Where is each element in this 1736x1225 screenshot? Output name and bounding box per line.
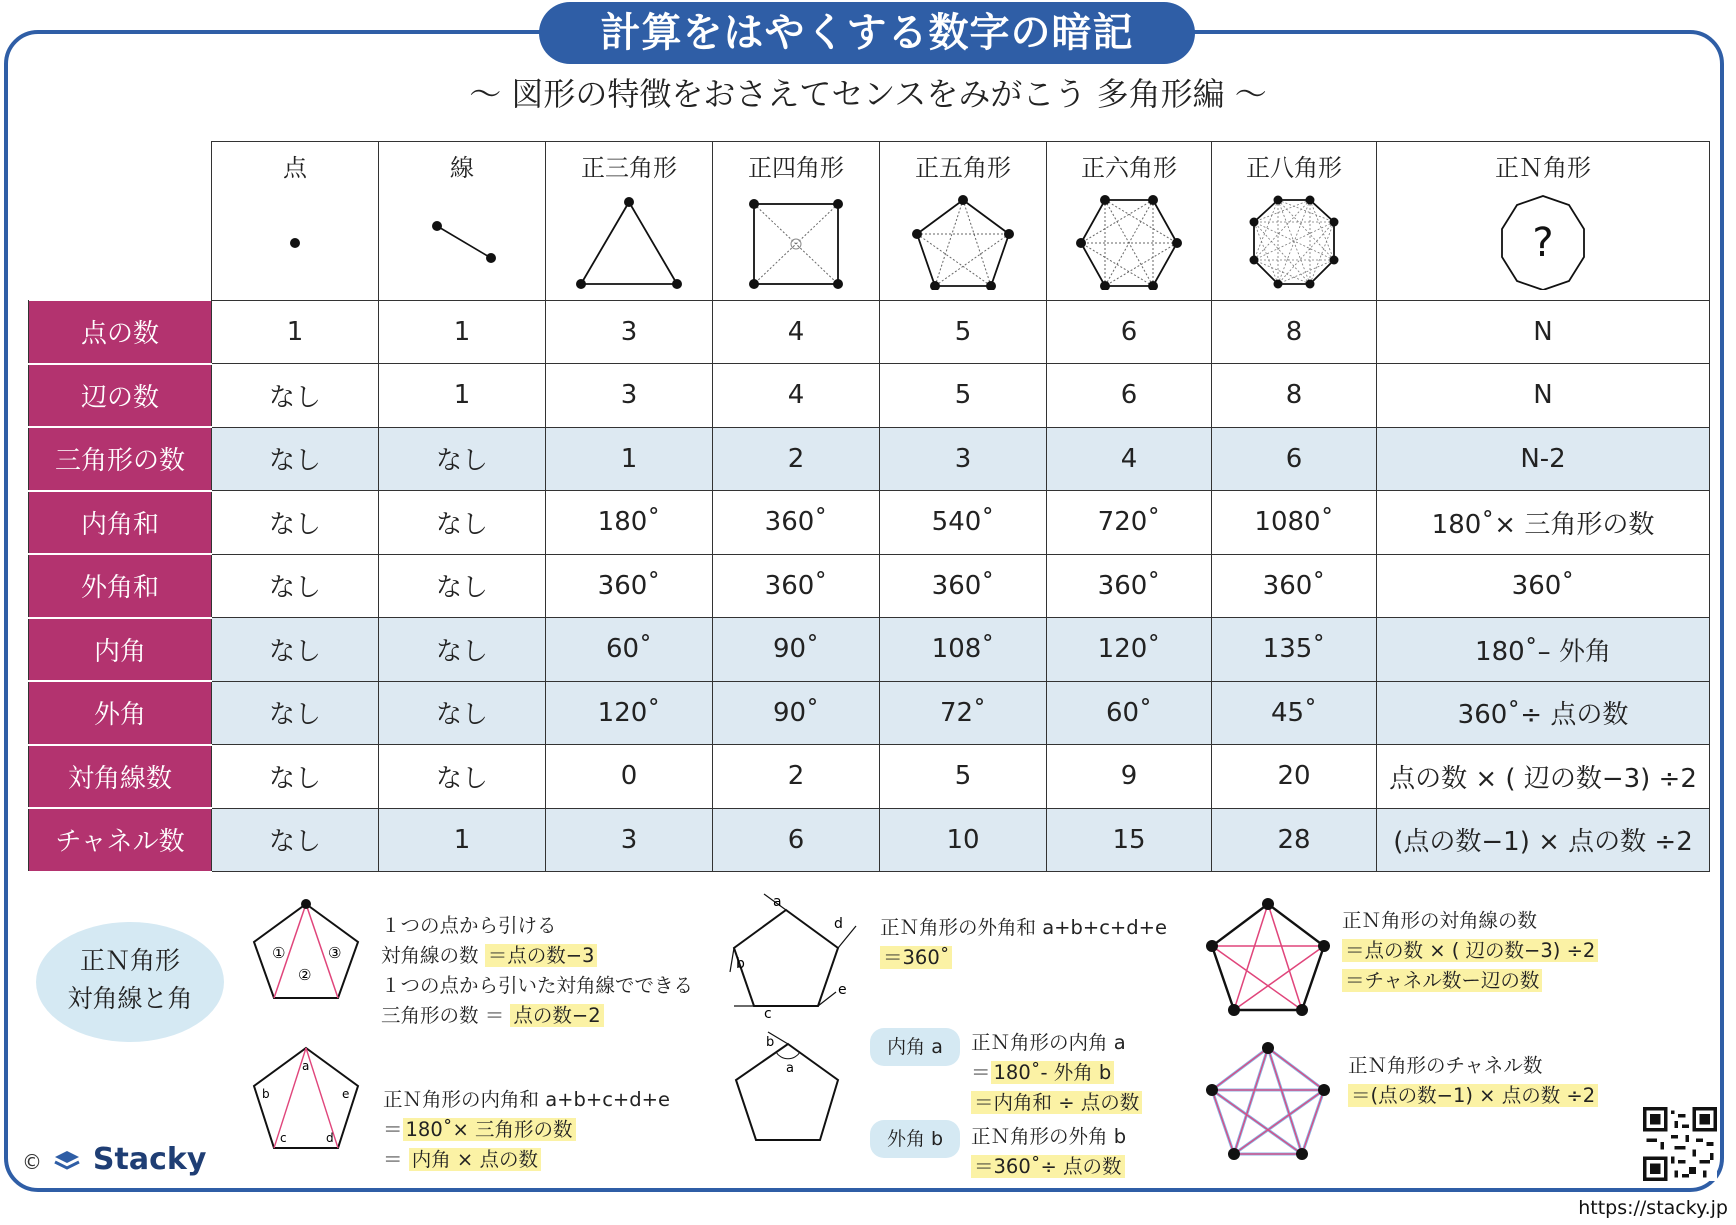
table-cell: 3: [880, 427, 1047, 491]
table-cell: 1: [546, 427, 713, 491]
table-cell: 10: [880, 808, 1047, 872]
table-cell: 360˚: [1377, 554, 1710, 618]
table-cell: 120˚: [546, 681, 713, 745]
table-cell: 1: [379, 301, 546, 364]
table-cell: なし: [379, 554, 546, 618]
logo: © Stacky: [22, 1142, 207, 1177]
note-diagonals-from-point: １つの点から引ける 対角線の数 ＝点の数−3 １つの点から引いた対角線でできる 三角形の数 ＝ 点の数−2: [381, 914, 694, 1027]
table-cell: 1080˚: [1212, 491, 1377, 555]
pentagon-diagonals-figure: [248, 896, 378, 1006]
hexagon-figure: [1069, 190, 1189, 290]
table-cell: 9: [1047, 745, 1212, 809]
col-pentagon: 正五角形: [880, 142, 1047, 301]
qr-code: [1643, 1107, 1717, 1181]
region-label: ①: [272, 944, 286, 962]
point-figure: [240, 190, 350, 290]
note-exterior-sum: 正Ｎ角形の外角和 a+b+c+d+e ＝360˚: [880, 916, 1167, 969]
note-exterior-angle: 正Ｎ角形の外角 b ＝360˚÷ 点の数: [971, 1125, 1127, 1178]
table-cell: 0: [546, 745, 713, 809]
table-cell: 360˚: [1212, 554, 1377, 618]
table-cell: N: [1377, 301, 1710, 364]
triangle-figure: [569, 190, 689, 290]
table-cell: 4: [713, 301, 880, 364]
n-gon-figure: [1483, 190, 1603, 290]
table-row: [29, 427, 1710, 491]
angle-label: e: [838, 982, 847, 998]
table-row: [29, 808, 1710, 872]
table-cell: 360˚: [546, 554, 713, 618]
row-header: 対角線数: [29, 745, 212, 809]
col-n-gon: 正Ｎ角形 ?: [1377, 142, 1710, 301]
table-cell: 1: [379, 364, 546, 428]
table-cell: 1: [212, 301, 379, 364]
row-header: 辺の数: [29, 364, 212, 428]
table-cell: 180˚× 三角形の数: [1377, 491, 1710, 555]
table-cell: 6: [713, 808, 880, 872]
table-cell: N: [1377, 364, 1710, 428]
table-cell: 4: [1047, 427, 1212, 491]
octagon-figure: [1234, 190, 1354, 290]
row-header: 三角形の数: [29, 427, 212, 491]
unknown-mark: ?: [1532, 220, 1554, 266]
note-interior-angle: 正Ｎ角形の内角 a ＝ 180˚- 外角 b ＝内角和 ÷ 点の数: [971, 1028, 1142, 1118]
table-cell: 720˚: [1047, 491, 1212, 555]
angle-label: e: [342, 1087, 350, 1101]
page-title: 計算をはやくする数字の暗記: [539, 2, 1195, 64]
note-interior-sum: 正Ｎ角形の内角和 a+b+c+d+e ＝ 180˚× 三角形の数 ＝ 内角 × 点の数: [383, 1088, 670, 1171]
table-cell: 360˚÷ 点の数: [1377, 681, 1710, 745]
corner-cell: [29, 142, 212, 301]
table-cell: 2: [713, 745, 880, 809]
table-cell: なし: [379, 681, 546, 745]
angle-label: a: [302, 1059, 310, 1073]
header-row: [29, 142, 1710, 301]
col-line: 線: [379, 142, 546, 301]
angle-label: a: [786, 1061, 794, 1076]
table-cell: なし: [212, 618, 379, 682]
table-row: [29, 554, 1710, 618]
table-cell: (点の数−1) × 点の数 ÷2: [1377, 808, 1710, 872]
col-triangle: 正三角形: [546, 142, 713, 301]
angle-label: b: [262, 1087, 270, 1101]
line-figure: [407, 190, 517, 290]
site-url: https://stacky.jp: [1578, 1197, 1728, 1219]
table-cell: 6: [1212, 427, 1377, 491]
row-header: 内角和: [29, 491, 212, 555]
table-cell: N-2: [1377, 427, 1710, 491]
table-cell: 28: [1212, 808, 1377, 872]
table-cell: 3: [546, 364, 713, 428]
table-cell: 3: [546, 301, 713, 364]
table-cell: なし: [212, 427, 379, 491]
angle-label: d: [326, 1131, 334, 1145]
angle-label: c: [764, 1006, 772, 1018]
angle-label: b: [736, 956, 745, 972]
col-octagon: 正八角形: [1212, 142, 1377, 301]
table-cell: 180˚: [546, 491, 713, 555]
table-row: [29, 618, 1710, 682]
note-channel-count: 正Ｎ角形のチャネル数 ＝(点の数−1) × 点の数 ÷2: [1348, 1051, 1598, 1111]
table-cell: 2: [713, 427, 880, 491]
row-header: 外角: [29, 681, 212, 745]
table-cell: 90˚: [713, 681, 880, 745]
table-cell: なし: [212, 681, 379, 745]
angle-label: b: [766, 1035, 775, 1050]
table-cell: 360˚: [713, 491, 880, 555]
table-cell: 540˚: [880, 491, 1047, 555]
table-cell: なし: [379, 745, 546, 809]
table-cell: 8: [1212, 364, 1377, 428]
region-label: ③: [328, 944, 342, 962]
table-cell: 45˚: [1212, 681, 1377, 745]
table-cell: 8: [1212, 301, 1377, 364]
pentagon-figure: [903, 190, 1023, 290]
table-cell: 120˚: [1047, 618, 1212, 682]
table-cell: なし: [212, 554, 379, 618]
table-cell: 5: [880, 301, 1047, 364]
table-cell: 6: [1047, 364, 1212, 428]
row-header: 外角和: [29, 554, 212, 618]
pentagon-angle-figure: [730, 1030, 850, 1152]
table-cell: 3: [546, 808, 713, 872]
polygon-table: [28, 141, 1710, 873]
row-header: チャネル数: [29, 808, 212, 872]
table-cell: 135˚: [1212, 618, 1377, 682]
table-row: [29, 745, 1710, 809]
stack-icon: [52, 1147, 82, 1173]
table-cell: なし: [379, 618, 546, 682]
table-row: [29, 301, 1710, 364]
table-cell: 60˚: [546, 618, 713, 682]
pentagon-star-figure: [1202, 894, 1334, 1016]
page-subtitle: 〜 図形の特徴をおさえてセンスをみがこう 多角形編 〜: [469, 75, 1267, 113]
col-point: 点: [212, 142, 379, 301]
table-cell: 5: [880, 745, 1047, 809]
table-cell: なし: [212, 491, 379, 555]
table-cell: 72˚: [880, 681, 1047, 745]
table-cell: なし: [379, 491, 546, 555]
table-row: [29, 681, 1710, 745]
row-header: 点の数: [29, 301, 212, 364]
table-cell: 180˚– 外角: [1377, 618, 1710, 682]
table-cell: なし: [212, 364, 379, 428]
table-row: [29, 491, 1710, 555]
bottom-section: [0, 880, 1736, 1180]
pentagon-interior-figure: [248, 1040, 378, 1160]
table-cell: 15: [1047, 808, 1212, 872]
table-cell: 60˚: [1047, 681, 1212, 745]
region-label: ②: [298, 966, 312, 984]
table-cell: なし: [379, 427, 546, 491]
square-figure: [736, 190, 856, 290]
table-cell: 360˚: [880, 554, 1047, 618]
tag-exterior-angle: 外角 b: [870, 1120, 960, 1158]
table-cell: 1: [379, 808, 546, 872]
table-cell: 360˚: [1047, 554, 1212, 618]
table-body: [29, 301, 1710, 872]
table-cell: なし: [212, 808, 379, 872]
angle-label: c: [280, 1131, 287, 1145]
angle-label: d: [834, 916, 843, 932]
table-row: [29, 364, 1710, 428]
table-cell: 5: [880, 364, 1047, 428]
table-cell: 点の数 × ( 辺の数−3) ÷2: [1377, 745, 1710, 809]
tag-interior-angle: 内角 a: [870, 1028, 960, 1066]
col-hexagon: 正六角形: [1047, 142, 1212, 301]
pentagon-exterior-figure: [728, 888, 858, 1018]
table-cell: 360˚: [713, 554, 880, 618]
table-cell: 90˚: [713, 618, 880, 682]
topic-oval: 正Ｎ角形 対角線と角: [36, 922, 224, 1042]
col-square: 正四角形: [713, 142, 880, 301]
note-diagonal-count: 正Ｎ角形の対角線の数 ＝点の数 × ( 辺の数−3) ÷2 ＝チャネル数ー辺の数: [1342, 906, 1598, 996]
table-cell: 4: [713, 364, 880, 428]
table-cell: なし: [212, 745, 379, 809]
row-header: 内角: [29, 618, 212, 682]
table-cell: 108˚: [880, 618, 1047, 682]
table-cell: 20: [1212, 745, 1377, 809]
pentagon-channel-figure: [1202, 1038, 1334, 1160]
table-cell: 6: [1047, 301, 1212, 364]
angle-label: a: [773, 894, 782, 910]
